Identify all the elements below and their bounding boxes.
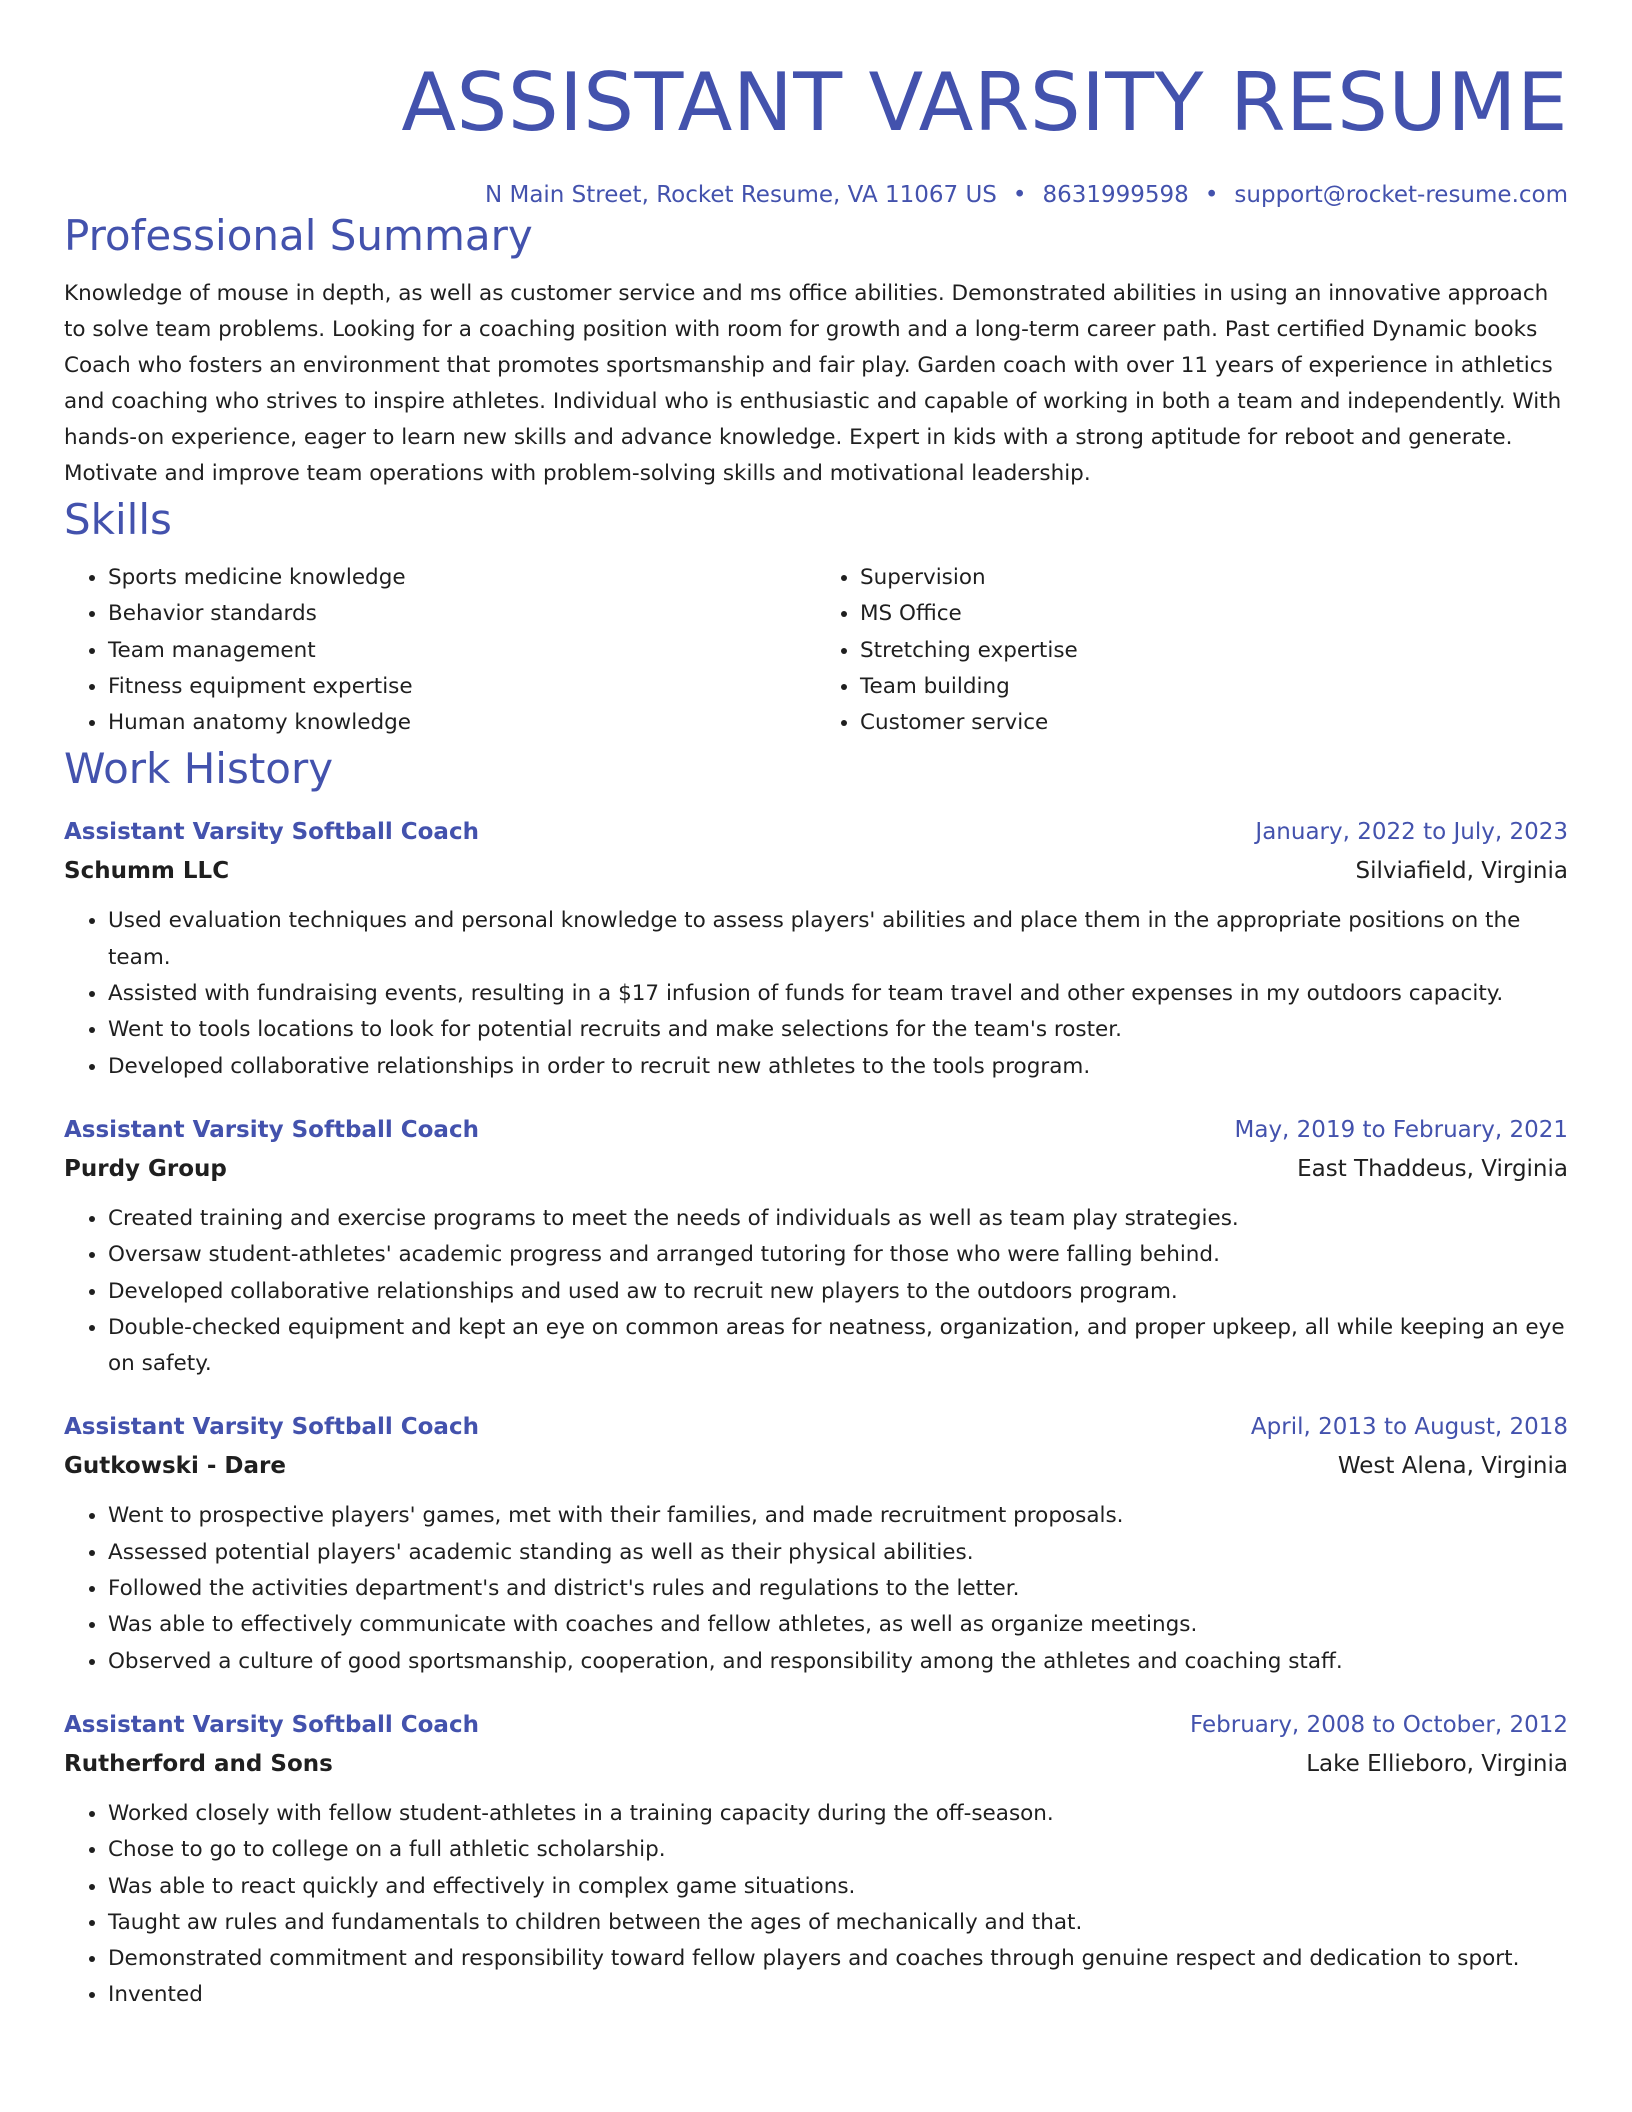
job-dates: February, 2008 to October, 2012 [1190,1711,1568,1738]
job-entry [64,813,1568,1084]
skills-heading: Skills [64,495,172,544]
job-bullet: • Developed collaborative relationships in order to recruit new athletes to the tools program. [108,1049,1568,1085]
job-company: Purdy Group [64,1155,227,1182]
job-bullet: • Went to prospective players' games, met with their families, and made recruitment proposals. [108,1498,1568,1534]
job-subheader [64,1446,1568,1486]
summary-text: Knowledge of mouse in depth, as well as customer service and ms office abilities. Demonstrated abilities in using an innovative approach to solve team problems. Looking for a coaching position with room for growth and a long-term career path. Past certified Dynamic books Coach who fosters an environment that promotes sportsmanship and fair play. Garden coach with over 11 years of experience in athletics and coaching who strives to inspire athletes. Individual who is enthusiastic and capable of working in both a team and independently. With hands-on experience, eager to learn new skills and advance knowledge. Expert in kids with a strong aptitude for reboot and generate. Motivate and improve team operations with problem-solving skills and motivational leadership. [64,281,1562,486]
job-dates: January, 2022 to July, 2023 [1255,819,1568,846]
skill-item: • Supervision [860,560,1568,596]
job-entry [64,1111,1568,1382]
job-bullet: • Assessed potential players' academic standing as well as their physical abilities. [108,1535,1568,1571]
job-header [64,1706,1568,1744]
job-bullet: • Created training and exercise programs to meet the needs of individuals as well as team play strategies. [108,1201,1568,1237]
job-bullet: • Oversaw student-athletes' academic progress and arranged tutoring for those who were falling behind. [108,1237,1568,1273]
job-company: Rutherford and Sons [64,1750,333,1777]
job-bullet: • Taught aw rules and fundamentals to children between the ages of mechanically and that. [108,1905,1568,1941]
job-bullet: • Demonstrated commitment and responsibility toward fellow players and coaches through genuine respect and dedication to sport. [108,1941,1568,1977]
job-header [64,1408,1568,1446]
skill-item: • Team building [860,669,1568,705]
work-history-list [64,813,1568,2013]
skills-list-right [816,560,1568,741]
job-location: Silviafield, Virginia [1355,858,1568,885]
contact-phone[interactable]: 8631999598 [1042,182,1189,208]
skills-list-left [64,560,816,741]
job-bullet: • Developed collaborative relationships and used aw to recruit new players to the outdoors program. [108,1274,1568,1310]
skills-grid [64,560,1568,741]
job-entry [64,1408,1568,1679]
job-bullet: • Used evaluation techniques and personal knowledge to assess players' abilities and place them in the appropriate positions on the team. [108,903,1568,976]
job-entry [64,1706,1568,2014]
job-bullet: • Went to tools locations to look for potential recruits and make selections for the team's roster. [108,1012,1568,1048]
job-bullet: • Invented [108,1977,1568,2013]
job-bullet: • Observed a culture of good sportsmanship, cooperation, and responsibility among the athletes and coaching staff. [108,1644,1568,1680]
job-title: Assistant Varsity Softball Coach [64,819,479,846]
resume-name: ASSISTANT VARSITY RESUME [401,56,1568,149]
skill-item: • Behavior standards [108,596,816,632]
job-title: Assistant Varsity Softball Coach [64,1711,479,1738]
skill-item: • Human anatomy knowledge [108,705,816,741]
skill-item: • MS Office [860,596,1568,632]
job-title: Assistant Varsity Softball Coach [64,1414,479,1441]
skill-item: • Customer service [860,705,1568,741]
skill-item: • Sports medicine knowledge [108,560,816,596]
job-location: Lake Ellieboro, Virginia [1306,1750,1568,1777]
job-dates: May, 2019 to February, 2021 [1234,1116,1568,1143]
job-location: West Alena, Virginia [1337,1453,1568,1480]
job-subheader [64,851,1568,891]
job-company: Gutkowski - Dare [64,1453,286,1480]
job-bullet: • Double-checked equipment and kept an eye on common areas for neatness, organization, and proper upkeep, all while keeping an eye on safety. [108,1310,1568,1383]
job-header [64,813,1568,851]
job-subheader [64,1744,1568,1784]
contact-email[interactable]: support@rocket-resume.com [1234,182,1568,208]
job-bullets [64,1498,1568,1679]
work-history-heading: Work History [64,744,334,794]
job-bullet: • Was able to react quickly and effectively in complex game situations. [108,1869,1568,1905]
job-header [64,1111,1568,1149]
job-dates: April, 2013 to August, 2018 [1250,1414,1568,1441]
job-bullet: • Followed the activities department's and district's rules and regulations to the letter. [108,1571,1568,1607]
job-bullets [64,1796,1568,2014]
job-bullets [64,1201,1568,1382]
summary-heading: Professional Summary [64,211,533,260]
job-company: Schumm LLC [64,858,230,885]
job-bullet: • Assisted with fundraising events, resulting in a $17 infusion of funds for team travel and other expenses in my outdoors capacity. [108,976,1568,1012]
job-subheader [64,1149,1568,1189]
skill-item: • Team management [108,633,816,669]
skill-item: • Stretching expertise [860,633,1568,669]
job-title: Assistant Varsity Softball Coach [64,1116,479,1143]
skill-item: • Fitness equipment expertise [108,669,816,705]
contact-address: N Main Street, Rocket Resume, VA 11067 US [484,182,997,208]
job-bullets [64,903,1568,1084]
contact-separator: • [1204,182,1219,208]
job-bullet: • Worked closely with fellow student-athletes in a training capacity during the off-season. [108,1796,1568,1832]
job-bullet: • Was able to effectively communicate with coaches and fellow athletes, as well as organize meetings. [108,1607,1568,1643]
contact-line [64,182,1568,208]
job-location: East Thaddeus, Virginia [1297,1155,1568,1182]
job-bullet: • Chose to go to college on a full athletic scholarship. [108,1832,1568,1868]
contact-separator: • [1012,182,1027,208]
